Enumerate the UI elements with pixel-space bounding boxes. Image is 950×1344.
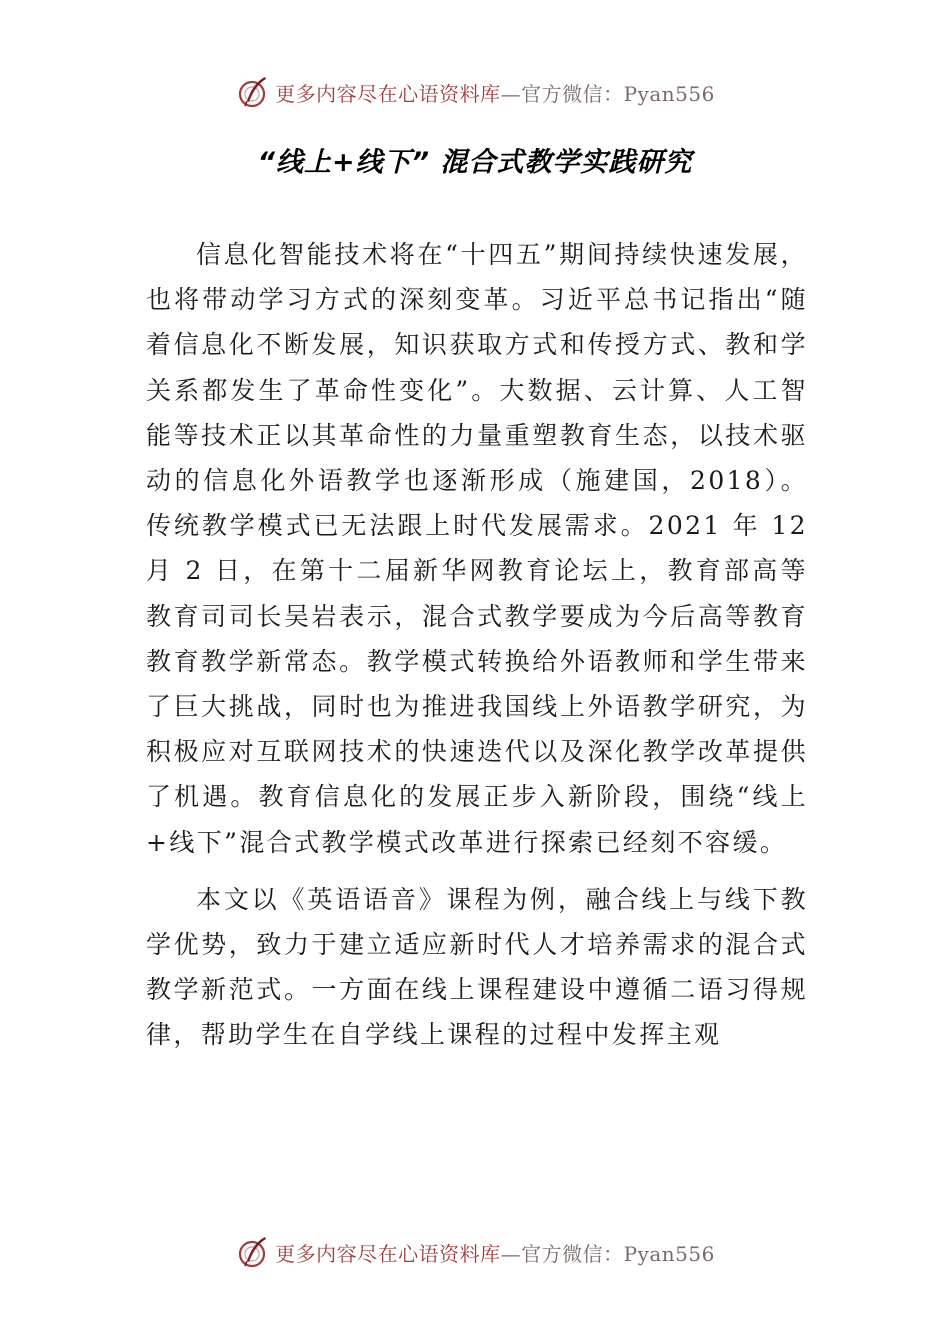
watermark-main-text: 更多内容尽在心语资料库 (275, 81, 501, 106)
watermark-main-text: 更多内容尽在心语资料库 (275, 1241, 501, 1266)
quill-logo-icon (235, 1235, 269, 1269)
document-body (146, 232, 808, 1058)
paragraph-1: 信息化智能技术将在“十四五”期间持续快速发展，也将带动学习方式的深刻变革。习近平总书记指出“随着信息化不断发展，知识获取方式和传授方式、教和学关系都发生了革命性变化”。大数据、云计算、人工智能等技术正以其革命性的力量重塑教育生态，以技术驱动的信息化外语教学也逐渐形成（施建国，2018）。传统教学模式已无法跟上时代发展需求。2021 年 12 月 2 日，在第十二届新华网教育论坛上，教育部高等教育司司长吴岩表示，混合式教学要成为今后高等教育教育教学新常态。教学模式转换给外语教师和学生带来了巨大挑战，同时也为推进我国线上外语教学研究，为积极应对互联网技术的快速迭代以及深化教学改革提供了机遇。教育信息化的发展正步入新阶段，围绕“线上+线下”混合式教学模式改革进行探索已经刻不容缓。 (146, 240, 808, 857)
header-watermark (0, 72, 950, 112)
watermark-sub-text: —官方微信：Pyan556 (500, 1241, 715, 1266)
quill-logo-icon (235, 75, 269, 109)
paragraph-2: 本文以《英语语音》课程为例，融合线上与线下教学优势，致力于建立适应新时代人才培养需求的混合式教学新范式。一方面在线上课程建设中遵循二语习得规律，帮助学生在自学线上课程的过程中发挥主观 (146, 884, 808, 1050)
footer-watermark (0, 1232, 950, 1272)
page-title: “线上+线下” 混合式教学实践研究 (257, 147, 693, 178)
watermark-sub-text: —官方微信：Pyan556 (500, 81, 715, 106)
